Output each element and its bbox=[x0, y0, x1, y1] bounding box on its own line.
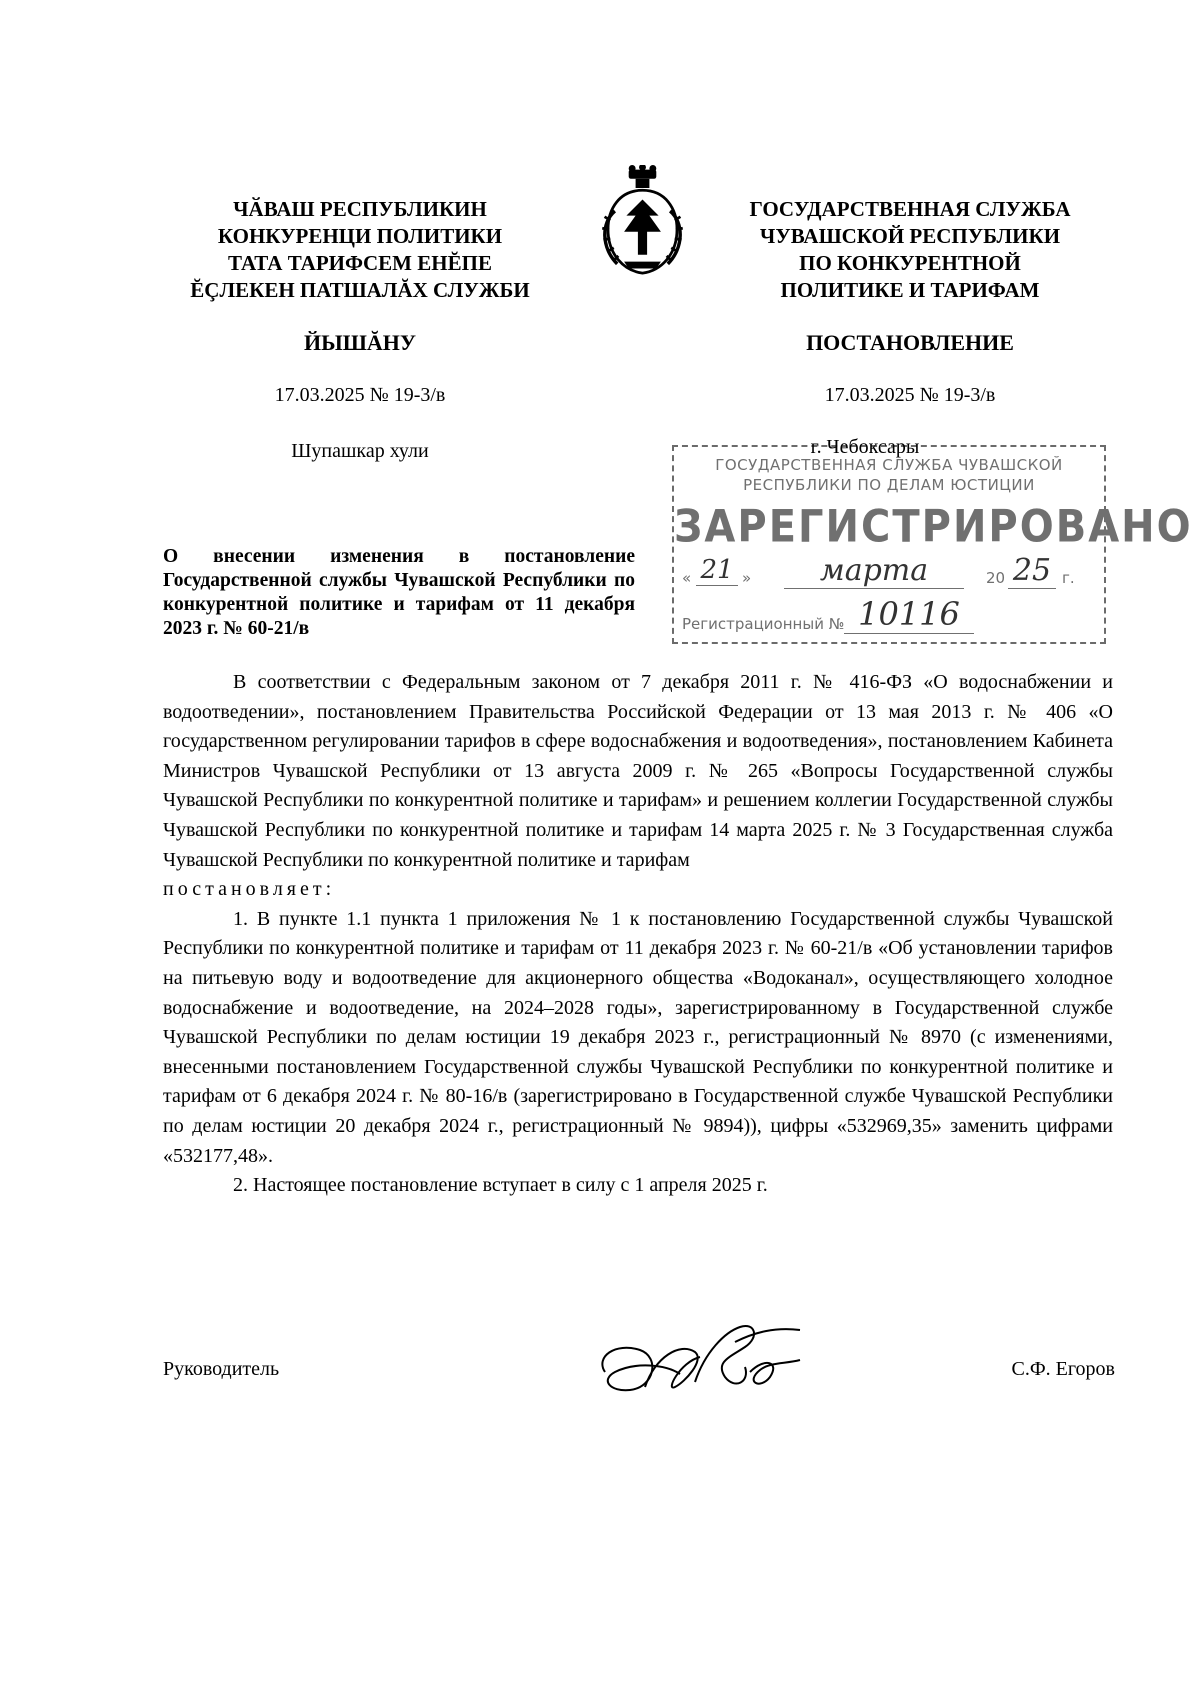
header-right-line: ПО КОНКУРЕНТНОЙ bbox=[799, 251, 1021, 275]
signatory-role: Руководитель bbox=[163, 1358, 280, 1380]
doc-number-left: 17.03.2025 № 19-3/в bbox=[274, 384, 446, 406]
body-preamble: В соответствии с Федеральным законом от 7 декабря 2011 г. № 416-ФЗ «О водоснабжении и водоотведении», постановлением Правительства Российской Федерации от 13 мая 2013 г. № 406 «О государственном регулировании тарифов в сфере водоснабжения и водоотведения», постановлением Кабинета Министров Чувашской Республики от 13 августа 2009 г. № 265 «Вопросы Государственной службы Чувашской Республики по конкурентной политике и тарифам» и решением коллегии Государственной службы Чувашской Республики по конкурентной политике и тарифам 14 марта 2025 г. № 3 Государственная служба Чувашской Республики по конкурентной политике и тарифам bbox=[163, 671, 1113, 871]
signatory-name: С.Ф. Егоров bbox=[1011, 1358, 1115, 1380]
stamp-reg-number: 10116 bbox=[844, 595, 974, 634]
stamp-quote-close: » bbox=[742, 569, 752, 587]
stamp-quote-open: « bbox=[682, 569, 692, 587]
header-right-line: ПОЛИТИКЕ И ТАРИФАМ bbox=[780, 278, 1040, 302]
stamp-org bbox=[674, 455, 1104, 495]
stamp-month: марта bbox=[784, 553, 964, 589]
stamp-reg-label: Регистрационный № bbox=[682, 615, 845, 633]
header-right-org-name bbox=[700, 196, 1120, 304]
doc-number-right: 17.03.2025 № 19-3/в bbox=[824, 384, 996, 406]
body-decree-word: постановляет: bbox=[163, 878, 336, 901]
header-right-line: ГОСУДАРСТВЕННАЯ СЛУЖБА bbox=[749, 197, 1071, 221]
header-left-line: ТАТА ТАРИФСЕМ ЕНĔПЕ bbox=[228, 251, 492, 275]
stamp-title: ЗАРЕГИСТРИРОВАНО bbox=[674, 501, 1193, 553]
stamp-year-unit: г. bbox=[1062, 569, 1075, 587]
document-subject: О внесении изменения в постановление Государственной службы Чувашской Республики по конкурентной политике и тарифам от 11 декабря 2023 г. № 60-21/в bbox=[163, 546, 635, 639]
body-item-1: 1. В пункте 1.1 пункта 1 приложения № 1 к постановлению Государственной службы Чувашской Республики по конкурентной политике и тарифам от 11 декабря 2023 г. № 60-21/в «Об установлении тарифов на питьевую воду и водоотведение для акционерного общества «Водоканал», осуществляющего холодное водоснабжение и водоотведение, на 2024–2028 годы», зарегистрированному в Государственной службе Чувашской Республики по делам юстиции 19 декабря 2023 г., регистрационный № 8970 (с изменениями, внесенными постановлением Государственной службы Чувашской Республики по конкурентной политике и тарифам от 6 декабря 2024 г. № 80-16/в (зарегистрировано в Государственной службе Чувашской Республики по делам юстиции 20 декабря 2024 г., регистрационный № 9894)), цифры «532969,35» заменить цифрами «532177,48». bbox=[163, 907, 1113, 1167]
stamp-year-suffix: 25 bbox=[1008, 553, 1056, 589]
stamp-org-line: РЕСПУБЛИКИ ПО ДЕЛАМ ЮСТИЦИИ bbox=[743, 476, 1035, 494]
doc-type-left: ЙЫШĂНУ bbox=[303, 330, 417, 355]
city-right: г. Чебоксары bbox=[810, 436, 920, 458]
body-item-2: 2. Настоящее постановление вступает в силу с 1 апреля 2025 г. bbox=[233, 1174, 768, 1197]
header-right-line: ЧУВАШСКОЙ РЕСПУБЛИКИ bbox=[759, 224, 1061, 248]
document-body bbox=[163, 668, 1113, 1201]
stamp-date-row bbox=[674, 553, 1104, 591]
registration-stamp bbox=[672, 445, 1193, 644]
stamp-day: 21 bbox=[696, 555, 738, 586]
header-left-line: КОНКУРЕНЦИ ПОЛИТИКИ bbox=[217, 224, 503, 248]
handwritten-signature bbox=[585, 1302, 815, 1402]
stamp-year-prefix: 20 bbox=[986, 569, 1006, 587]
chuvash-emblem-icon bbox=[585, 165, 700, 280]
header-left-line: ĔÇЛЕКЕН ПАТШАЛĂХ СЛУЖБИ bbox=[190, 278, 530, 302]
stamp-org-line: ГОСУДАРСТВЕННАЯ СЛУЖБА ЧУВАШСКОЙ bbox=[715, 456, 1063, 474]
stamp-reg-row bbox=[674, 595, 1104, 633]
city-left: Шупашкар хули bbox=[291, 440, 429, 462]
body-decree-word-line bbox=[163, 875, 1113, 905]
doc-type-right: ПОСТАНОВЛЕНИЕ bbox=[806, 330, 1014, 355]
header-left-line: ЧӐВАШ РЕСПУБЛИКИН bbox=[233, 197, 487, 221]
header-left-org-name bbox=[150, 196, 570, 304]
